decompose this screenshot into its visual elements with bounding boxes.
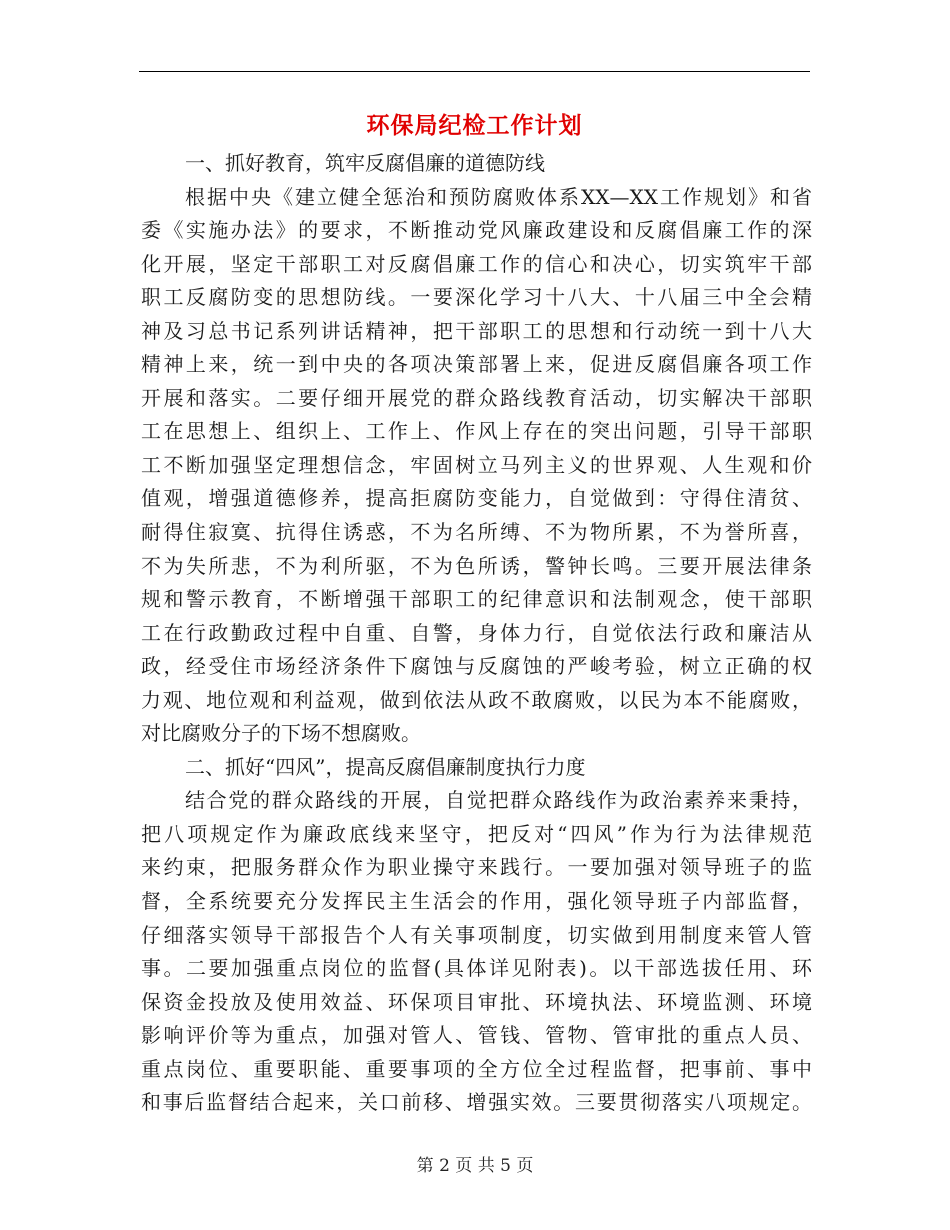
text-line: 督，全系统要充分发挥民主生活会的作用，强化领导班子内部监督， bbox=[141, 889, 812, 914]
text-line: 一、抓好教育，筑牢反腐倡廉的道德防线 bbox=[185, 151, 545, 175]
document-title: 环保局纪检工作计划 bbox=[366, 112, 583, 139]
text-line: 保资金投放及使用效益、环保项目审批、环境执法、环境监测、环境 bbox=[141, 989, 812, 1014]
text-line: 工不断加强坚定理想信念，牢固树立马列主义的世界观、人生观和价 bbox=[141, 452, 812, 477]
text-line: 工在行政勤政过程中自重、自警，身体力行，自觉依法行政和廉洁从 bbox=[141, 620, 812, 645]
text-line: 结合党的群众路线的开展，自觉把群众路线作为政治素养来秉持， bbox=[185, 788, 812, 813]
text-line: 把八项规定作为廉政底线来坚守，把反对“四风”作为行为法律规范 bbox=[141, 821, 812, 846]
document-body bbox=[141, 147, 812, 1120]
text-line: 和事后监督结合起来，关口前移、增强实效。三要贯彻落实八项规定。 bbox=[141, 1090, 812, 1115]
text-line: 根据中央《建立健全惩治和预防腐败体系XX—XX工作规划》和省 bbox=[185, 184, 812, 209]
text-line: 事。二要加强重点岗位的监督(具体详见附表)。以干部选拔任用、环 bbox=[141, 956, 812, 981]
text-line: 规和警示教育，不断增强干部职工的纪律意识和法制观念，使干部职 bbox=[141, 587, 812, 612]
text-line: 化开展，坚定干部职工对反腐倡廉工作的信心和决心，切实筑牢干部 bbox=[141, 251, 812, 276]
text-line: 神及习总书记系列讲话精神，把干部职工的思想和行动统一到十八大 bbox=[141, 318, 812, 343]
text-line: 开展和落实。二要仔细开展党的群众路线教育活动，切实解决干部职 bbox=[141, 385, 812, 410]
text-line: 政，经受住市场经济条件下腐蚀与反腐蚀的严峻考验，树立正确的权 bbox=[141, 654, 812, 679]
text-line: 不为失所悲，不为利所驱，不为色所诱，警钟长鸣。三要开展法律条 bbox=[141, 553, 812, 578]
text-line: 来约束，把服务群众作为职业操守来践行。一要加强对领导班子的监 bbox=[141, 855, 812, 880]
text-line: 耐得住寂寞、抗得住诱惑，不为名所缚、不为物所累，不为誉所喜， bbox=[141, 520, 812, 545]
text-line: 工在思想上、组织上、工作上、作风上存在的突出问题，引导干部职 bbox=[141, 419, 812, 444]
page-number: 第 2 页 共 5 页 bbox=[416, 1156, 534, 1176]
text-line: 影响评价等为重点，加强对管人、管钱、管物、管审批的重点人员、 bbox=[141, 1023, 812, 1048]
text-line: 精神上来，统一到中央的各项决策部署上来，促进反腐倡廉各项工作 bbox=[141, 352, 812, 377]
text-line: 值观，增强道德修养，提高拒腐防变能力，自觉做到：守得住清贫、 bbox=[141, 486, 812, 511]
text-line: 委《实施办法》的要求，不断推动党风廉政建设和反腐倡廉工作的深 bbox=[141, 218, 812, 243]
text-line: 重点岗位、重要职能、重要事项的全方位全过程监督，把事前、事中 bbox=[141, 1056, 812, 1081]
text-line: 对比腐败分子的下场不想腐败。 bbox=[141, 721, 421, 746]
text-line: 二、抓好“四风”，提高反腐倡廉制度执行力度 bbox=[185, 754, 586, 779]
text-line: 力观、地位观和利益观，做到依法从政不敢腐败，以民为本不能腐败， bbox=[141, 687, 812, 712]
header-rule bbox=[139, 71, 810, 72]
text-line: 职工反腐防变的思想防线。一要深化学习十八大、十八届三中全会精 bbox=[141, 285, 812, 310]
text-line: 仔细落实领导干部报告个人有关事项制度，切实做到用制度来管人管 bbox=[141, 922, 812, 947]
